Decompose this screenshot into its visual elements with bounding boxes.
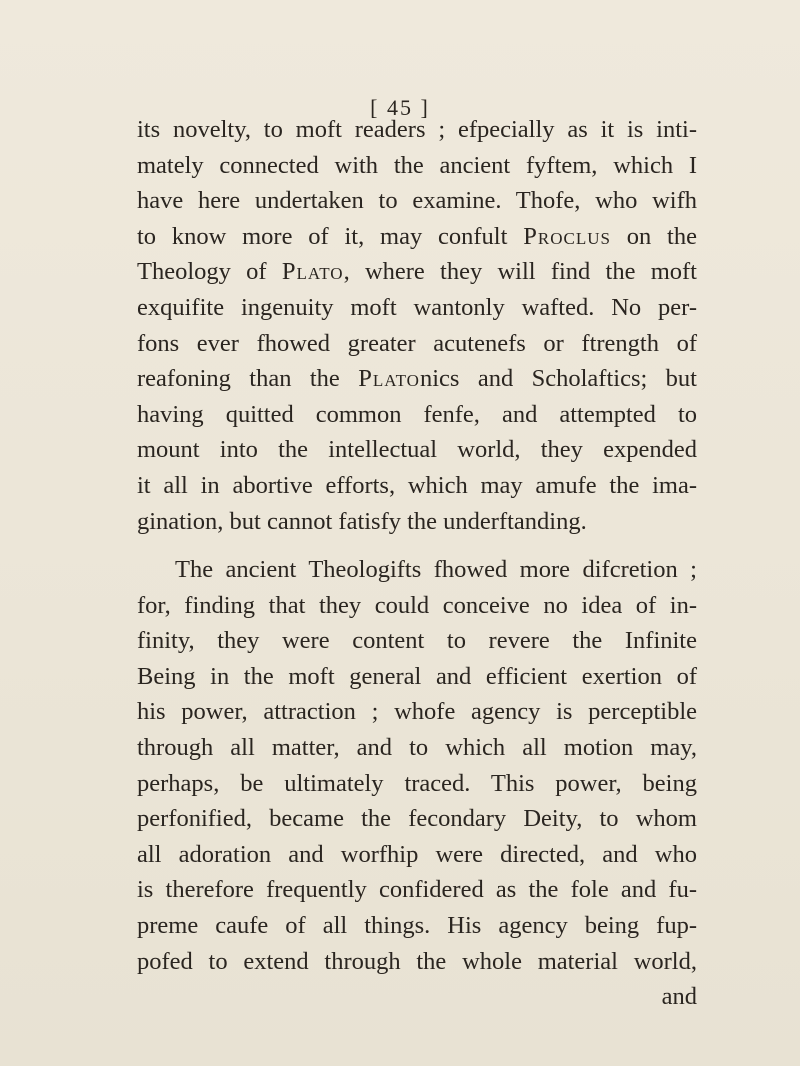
text-line: preme caufe of all things. His agency being fup- xyxy=(137,911,697,939)
text-line: fons ever fhowed greater acutenefs or ftrength of xyxy=(137,329,697,357)
text-line: perfonified, became the fecondary Deity, to whom xyxy=(137,805,697,833)
text-line: it all in abortive efforts, which may amufe the ima- xyxy=(137,471,697,499)
text-line: all adoration and worfhip were directed, and who xyxy=(137,840,697,868)
text-line: through all matter, and to which all motion may, xyxy=(137,733,697,761)
text-line: The ancient Theologifts fhowed more difcretion ; xyxy=(175,556,697,583)
text-line: pofed to extend through the whole material world, xyxy=(137,947,697,975)
text-line: mount into the intellectual world, they expended xyxy=(137,436,697,464)
text-line: for, finding that they could conceive no idea of in- xyxy=(137,591,697,619)
text-line: reafoning than the Platonics and Scholaftics; but xyxy=(137,365,697,393)
text-line: to know more of it, may confult Proclus on the xyxy=(137,222,697,250)
text-line: finity, they were content to revere the Infinite xyxy=(137,627,697,655)
text-line: perhaps, be ultimately traced. This power, being xyxy=(137,769,697,797)
text-line: is therefore frequently confidered as the fole and fu- xyxy=(137,876,697,904)
text-line: have here undertaken to examine. Thofe, who wifh xyxy=(137,187,697,215)
page-number-header: [ 45 ] xyxy=(370,95,430,120)
text-line: his power, attraction ; whofe agency is perceptible xyxy=(137,698,697,726)
text-line: having quitted common fenfe, and attempted to xyxy=(137,400,697,428)
text-line: exquifite ingenuity moft wantonly wafted. No per- xyxy=(137,293,697,321)
catchword: and xyxy=(661,983,697,1011)
text-line: Being in the moft general and efficient exertion of xyxy=(137,662,697,690)
text-line: its novelty, to moft readers ; efpecially as it is inti- xyxy=(137,116,697,143)
paragraph-1 xyxy=(137,112,697,539)
text-line: gination, but cannot fatisfy the underftanding. xyxy=(137,507,587,535)
text-line: Theology of Plato, where they will find the moft xyxy=(137,258,697,286)
paragraph-2 xyxy=(137,552,697,1015)
text-line: mately connected with the ancient fyftem, which I xyxy=(137,151,697,179)
